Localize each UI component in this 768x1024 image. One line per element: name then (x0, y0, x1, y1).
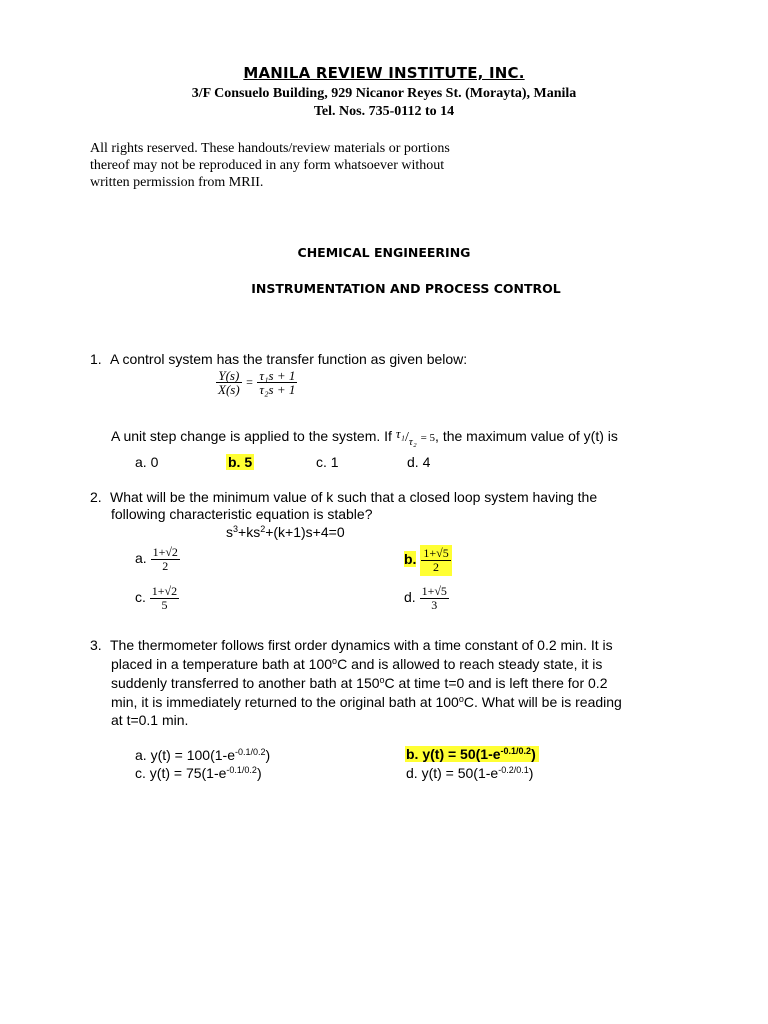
choice-b-exponent: -0.1/0.2 (500, 746, 532, 756)
choice-c-denominator: 5 (150, 598, 179, 612)
eq-s: s (226, 524, 233, 540)
choice-a-fraction (151, 546, 180, 573)
choice-b-label: b. (404, 551, 417, 568)
question-3-number: 3. (90, 637, 102, 653)
org-phone: Tel. Nos. 735-0112 to 14 (313, 104, 455, 119)
choice-c-numerator: 1+√2 (151, 584, 178, 598)
question-3-text-1: The thermometer follows first order dynamics with a time constant of 0.2 min. It is (110, 637, 613, 653)
choice-a-numerator: 1+√2 (152, 545, 178, 559)
choice-a-label: a. (135, 550, 147, 567)
question-1-choice-b: b. 5 (228, 454, 253, 470)
question-2-number: 2. (90, 489, 102, 505)
question-3-line-3: suddenly transferred to another bath at 150$^o$C at time t=0 and is left there for 0.2 (111, 675, 608, 691)
question-3-line-4: min, it is immediately returned to the original bath at 100$^o$C. What will be is reading (111, 694, 622, 710)
question-1-line-2: A unit step change is applied to the system. If $\tau_1/_{\tau_2} = 5$, the maximum value of y(t) is (111, 426, 618, 448)
org-name: MANILA REVIEW INSTITUTE, INC. (243, 64, 525, 82)
question-3-choice-b: b. $y(t) = 50(1-e^{-0.1/0.2})$ (405, 746, 539, 762)
choice-d-fraction (420, 585, 449, 612)
transfer-function-lhs (216, 369, 242, 396)
question-3-line-2: placed in a temperature bath at 100$^o$C and is allowed to reach steady state, it is (111, 656, 603, 672)
tau-1: τ₁ (395, 426, 406, 441)
choice-d-label: d. (404, 589, 416, 606)
question-1-text: A control system has the transfer function as given below: (110, 351, 468, 367)
copyright-notice-line-2: thereof may not be reproduced in any form whatsoever without (90, 158, 445, 173)
choice-a-denominator: 2 (151, 559, 180, 573)
tf-equals: = (246, 375, 253, 389)
subject-heading: CHEMICAL ENGINEERING (297, 245, 471, 260)
question-2-choice-b (404, 545, 452, 576)
question-2-choice-c (135, 585, 179, 612)
eq-ks: +ks (238, 524, 261, 540)
tf-lhs-denominator: X(s) (218, 382, 240, 397)
eq-s-exponent: 3 (233, 524, 239, 534)
question-3-line-5: at t=0.1 min. (111, 712, 189, 728)
eq-rest: +(k+1)s+4=0 (265, 524, 345, 540)
choice-b-denominator: 2 (421, 560, 450, 574)
question-1-choice-d: d. 4 (407, 454, 431, 470)
ratio-value: = 5 (420, 432, 436, 444)
question-2-choice-a (135, 546, 180, 573)
transfer-function (216, 369, 297, 396)
question-2-line-1 (90, 489, 597, 505)
question-1-prompt-text: , the maximum value of y(t) is (435, 428, 618, 444)
question-1-number: 1. (90, 351, 102, 367)
choice-b-numerator: 1+√5 (423, 546, 449, 560)
degree-symbol: o (458, 694, 464, 704)
org-address: 3/F Consuelo Building, 929 Nicanor Reyes St. (Morayta), Manila (191, 86, 577, 101)
tf-rhs-numerator: τ₁s + 1 (259, 368, 296, 383)
question-2-line-2: following characteristic equation is stable? (111, 506, 373, 522)
tf-rhs-denominator: τ₂s + 1 (259, 382, 296, 397)
degree-symbol: o (379, 675, 385, 685)
characteristic-equation (226, 524, 345, 540)
choice-b-fraction (420, 545, 451, 576)
question-3-choice-a: a. $y(t) = 100(1-e^{-0.1/0.2})$ (135, 747, 271, 763)
copyright-notice-line-1: All rights reserved. These handouts/review materials or portions (90, 141, 450, 156)
question-1-choice-a: a. 0 (135, 454, 159, 470)
question-2-choice-d (404, 585, 449, 612)
question-1-line-1 (90, 351, 467, 367)
transfer-function-rhs (257, 369, 297, 396)
question-3-choice-d: d. $y(t) = 50(1-e^{-0.2/0.1})$ (406, 765, 534, 781)
choice-c-fraction (150, 585, 179, 612)
choice-d-denominator: 3 (420, 598, 449, 612)
question-1-condition-text: A unit step change is applied to the system. If (111, 428, 392, 444)
copyright-notice-line-3: written permission from MRII. (90, 175, 264, 190)
question-3-choice-c: c. $y(t) = 75(1-e^{-0.1/0.2})$ (135, 765, 262, 781)
choice-d-exponent: -0.2/0.1 (498, 765, 529, 775)
question-2-text-1: What will be the minimum value of k such that a closed loop system having the (110, 489, 598, 505)
topic-heading: INSTRUMENTATION AND PROCESS CONTROL (251, 281, 561, 296)
degree-symbol: o (332, 656, 338, 666)
question-1-choice-c: c. 1 (316, 454, 339, 470)
tf-lhs-numerator: Y(s) (218, 368, 240, 383)
question-3-line-1 (90, 637, 613, 653)
tau-2: τ₂ (408, 436, 417, 448)
choice-d-numerator: 1+√5 (421, 584, 447, 598)
eq-ks-exponent: 2 (260, 524, 266, 534)
choice-c-label: c. (135, 589, 146, 606)
choice-c-exponent: -0.1/0.2 (226, 765, 257, 775)
choice-a-exponent: -0.1/0.2 (235, 747, 266, 757)
